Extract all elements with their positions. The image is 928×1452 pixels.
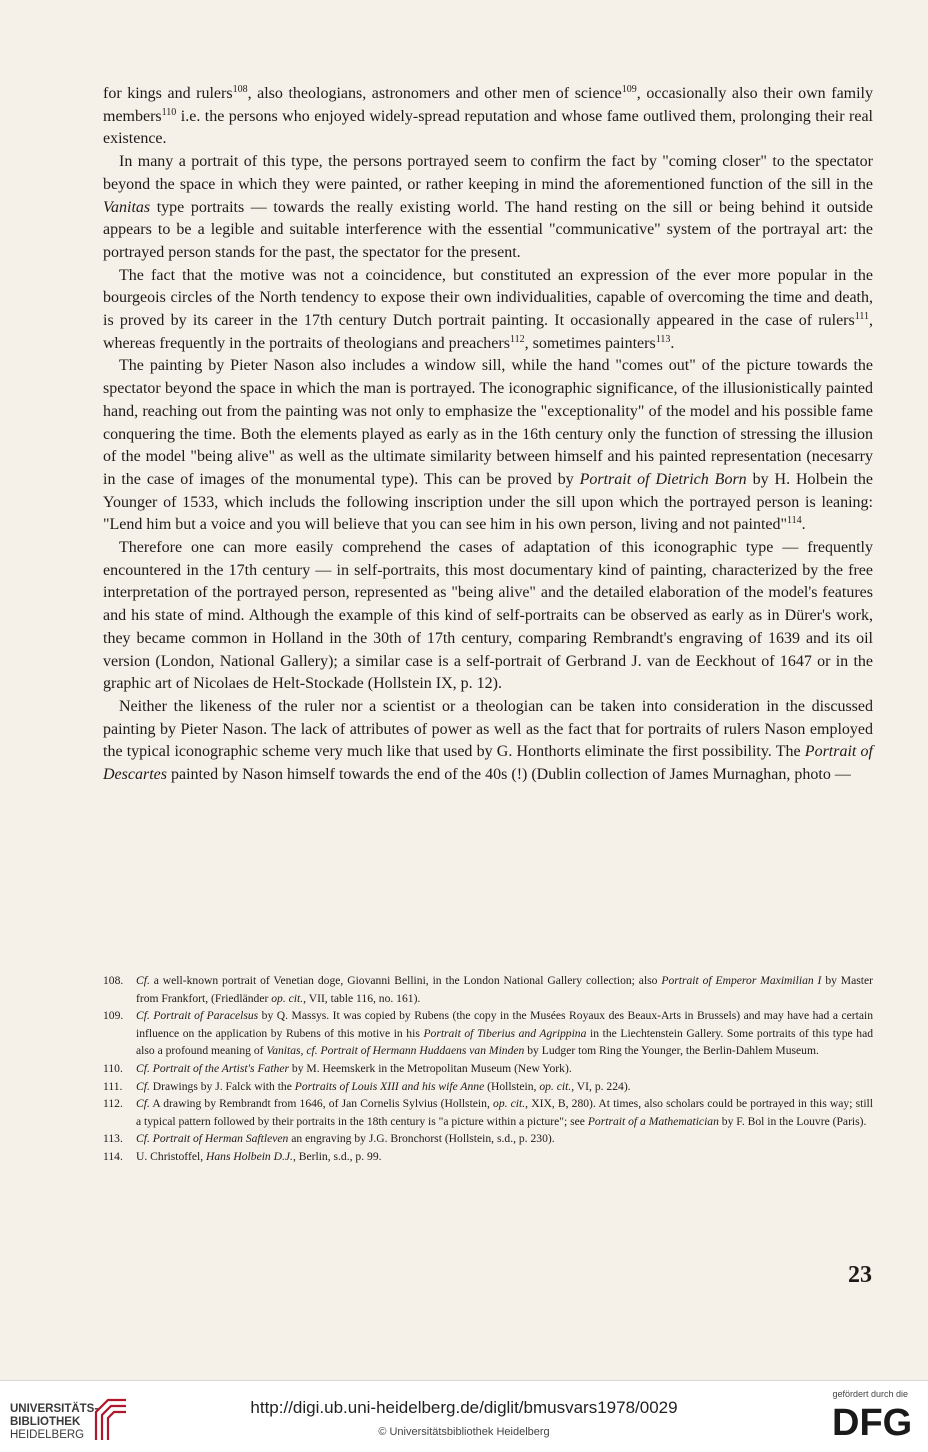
footnote	[103, 1007, 873, 1060]
footnote-text	[136, 1095, 873, 1130]
text-run: (Hollstein,	[484, 1079, 540, 1093]
dfg-logo-icon[interactable]	[832, 1403, 914, 1439]
footnote	[103, 1095, 873, 1130]
italic-run: Portrait of Tiberius and Agrippina	[423, 1026, 587, 1040]
footnote-ref: 109	[621, 84, 637, 95]
funding-label: gefördert durch die	[832, 1389, 908, 1399]
footnote-ref: 110	[161, 106, 177, 118]
footnote	[103, 972, 873, 1007]
italic-run: Cf.	[136, 974, 150, 987]
italic-run: Vanitas, cf. Portrait of Hermann Huddaens van Minden	[266, 1044, 525, 1058]
text-run: by F. Bol in the Louvre (Paris).	[718, 1114, 867, 1128]
footnote-text	[136, 1007, 873, 1060]
italic-run: Cf.	[136, 1079, 150, 1093]
text-run: by H. Holbein the Younger of 1533, which includs the following inscription under the sill upon which the portrayed person is leaning: "Lend him but a voice and you will believe that you can see him in his own person, living and not painted"	[103, 470, 873, 534]
footnote-number: 109.	[103, 1009, 124, 1023]
footnotes	[103, 972, 873, 1166]
paragraph	[103, 537, 873, 696]
footnote-ref: 112	[509, 333, 525, 345]
italic-run: Portrait of Emperor Maximilian I	[661, 974, 822, 987]
text-run: , whereas frequently in the portraits of theologians and preachers	[103, 312, 873, 352]
footnote-text	[136, 1130, 873, 1148]
footnote	[103, 1060, 873, 1078]
paragraph	[103, 151, 873, 265]
footnote-ref: 114	[787, 515, 802, 527]
text-run: , VI, p. 224).	[571, 1079, 631, 1093]
italic-run: op. cit.	[493, 1097, 526, 1111]
italic-run: Portraits of Louis XIII and his wife Anne	[294, 1079, 485, 1093]
italic-run: op. cit.	[539, 1079, 572, 1093]
italic-run: op. cit.	[271, 991, 304, 1005]
footnote-number: 110.	[103, 1061, 123, 1075]
text-run: by M. Heemskerk in the Metropolitan Museum (New York).	[289, 1061, 572, 1075]
text-run: , XIX, B, 280). At times, also scholars could be portrayed in this way; still a typical pattern followed by their portraits in the 18th century is "a picture within a picture"; see	[136, 1097, 873, 1128]
italic-run: Portrait of a Mathematician	[587, 1114, 719, 1128]
text-run: Neither the likeness of the ruler nor a scientist or a theologian can be taken into consideration in the discussed painting by Pieter Nason. The lack of attributes of power as well as the fact that for portraits of rulers Nason employed the typical iconographic scheme very much like that used by G. Honthorts eliminate the first possibility. The	[103, 697, 873, 761]
page-number: 23	[848, 1262, 872, 1288]
italic-run: Cf. Portrait of Herman Saftleven	[136, 1132, 289, 1146]
footnote-text	[136, 1148, 873, 1166]
library-name-line2: BIBLIOTHEK	[10, 1416, 81, 1428]
footnote-number: 112.	[103, 1097, 123, 1111]
body-text	[103, 83, 873, 787]
text-run: A drawing by Rembrandt from 1646, of Jan Cornelis Sylvius (Hollstein,	[149, 1097, 494, 1111]
permalink-url[interactable]: http://digi.ub.uni-heidelberg.de/diglit/bmusvars1978/0029	[250, 1398, 678, 1417]
text-run: , VII, table 116, no. 161).	[303, 991, 421, 1005]
paragraph	[103, 696, 873, 787]
footnote-ref: 108	[232, 84, 248, 95]
viewer-footer	[0, 1380, 928, 1452]
copyright-notice: © Universitätsbibliothek Heidelberg	[378, 1426, 550, 1438]
text-run: .	[801, 516, 806, 534]
footnote-text	[136, 1078, 873, 1096]
library-name-line3: HEIDELBERG	[10, 1429, 85, 1441]
text-run: In many a portrait of this type, the persons portrayed seem to confirm the fact by "coming closer" to the spectator beyond the space in which they were painted, or rather keeping in mind the aforementioned function of the sill in the	[103, 153, 873, 193]
italic-run: Cf. Portrait of Paracelsus	[136, 1009, 259, 1023]
text-run: The painting by Pieter Nason also includes a window sill, while the hand "comes out" of the picture towards the spectator beyond the space in which the man is portrayed. The iconographic significance, of the illusionistically painted hand, reaching out from the painting was not only to emphasize the "exceptionality" of the model and his possible fame conquering the time. Both the elements played as early as in the 16th century only the function of stressing the illusion of the model "being alive" as well as the ultimate similarity between himself and his painted representation (necesarry in the case of images of the monumental type). This can be proved by	[103, 357, 873, 488]
text-run: U. Christoffel,	[136, 1149, 206, 1163]
footnote	[103, 1078, 873, 1096]
text-run: in the Liechtenstein Gallery. Some portraits of this type had also a profound meaning of	[136, 1026, 874, 1058]
paragraph	[103, 83, 873, 151]
footnote-text	[136, 972, 873, 1007]
text-run: type portraits — towards the really existing world. The hand resting on the sill or being behind it outside appears to be a legible and suitable interference with the essential "communicative" system of the portrayal art: the portrayed person stands for the past, the spectator for the present.	[103, 198, 873, 261]
text-run: by Master from Frankfort, (Friedländer	[136, 974, 873, 1005]
footnote-number: 111.	[103, 1079, 123, 1093]
italic-run: Vanitas	[103, 198, 151, 216]
footnote-number: 113.	[103, 1132, 123, 1146]
text-run: by Ludger tom Ring the Younger, the Berlin-Dahlem Museum.	[524, 1044, 819, 1058]
text-run: painted by Nason himself towards the end of the 40s (!) (Dublin collection of James Murnaghan, photo —	[166, 766, 851, 784]
footnote	[103, 1130, 873, 1148]
paragraph	[103, 355, 873, 537]
footnote-number: 114.	[103, 1149, 123, 1163]
footnote-number: 108.	[103, 974, 124, 987]
footnote-ref: 111	[854, 311, 869, 323]
italic-run: Cf.	[136, 1097, 150, 1111]
text-run: .	[670, 334, 675, 352]
text-run: for kings and rulers	[103, 85, 233, 102]
text-run: Therefore one can more easily comprehend the cases of adaptation of this iconographic type — frequently encountered in the 17th century — in self-portraits, this most documentary kind of painting, characterized by the free interpretation of the portrayed person, represented as "being alive" and the detailed elaboration of the model's features and his state of mind. Although the example of this kind of self-portraits can be observed as early as in Dürer's work, they became common in Holland in the 30th of 17th century, comparing Rembrandt's engraving of 1639 and its oil version (London, National Gallery); a similar case is a self-portrait of Gerbrand J. van de Eeckhout of 1647 or in the graphic art of Nicolaes de Helt-Stockade (Hollstein IX, p. 12).	[103, 539, 873, 693]
paragraph	[103, 265, 873, 356]
text-run: a well-known portrait of Venetian doge, Giovanni Bellini, in the London National Gallery collection; also	[149, 974, 662, 987]
italic-run: Cf. Portrait of the Artist's Father	[136, 1061, 289, 1075]
dfg-logo-text: DFG	[832, 1403, 913, 1439]
footnote-text	[136, 1060, 873, 1078]
text-run: , occasionally also their own family members	[103, 85, 874, 125]
text-run: i.e. the persons who enjoyed widely-spread reputation and whose fame outlived them, prolonging their real existence.	[103, 107, 873, 148]
italic-run: Portrait of Descartes	[103, 743, 873, 784]
library-name-line1: UNIVERSITÄTS-	[10, 1403, 99, 1415]
text-run: by Q. Massys. It was copied by Rubens (the copy in the Musées Royaux des Beaux-Arts in Brussels) and may have had a certain influence on the application by Rubens of this motive in his	[136, 1009, 873, 1040]
text-run: The fact that the motive was not a coincidence, but constituted an expression of the ever more popular in the bourgeois circles of the North tendency to expose their own individualities, capable of overcoming the time and death, is proved by its career in the 17th century Dutch portrait painting. It occasionally appeared in the case of rulers	[103, 266, 873, 330]
italic-run: Portrait of Dietrich Born	[579, 470, 747, 488]
footnote	[103, 1148, 873, 1166]
footnote-ref: 113	[655, 333, 671, 345]
text-run: an engraving by J.G. Bronchorst (Hollstein, s.d., p. 230).	[288, 1132, 555, 1146]
text-run: Drawings by J. Falck with the	[149, 1079, 295, 1093]
text-run: , sometimes painters	[524, 334, 656, 352]
italic-run: Hans Holbein D.J.	[206, 1149, 293, 1163]
text-run: , Berlin, s.d., p. 99.	[292, 1149, 382, 1163]
text-run: , also theologians, astronomers and other men of science	[247, 85, 622, 102]
